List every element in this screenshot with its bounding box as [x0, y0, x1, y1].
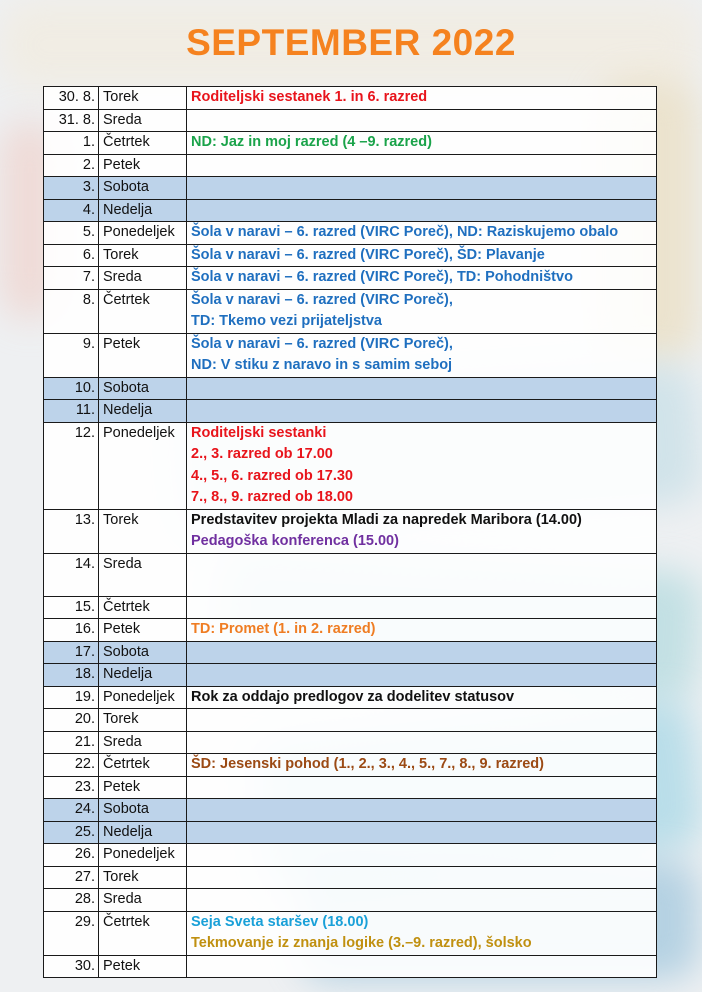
weekday-cell: Sreda	[99, 267, 187, 290]
date-cell: 2.	[44, 154, 99, 177]
date-cell: 1.	[44, 132, 99, 155]
date-cell: 9.	[44, 333, 99, 377]
event-cell	[187, 422, 657, 509]
calendar-row	[44, 866, 657, 889]
date-cell: 24.	[44, 799, 99, 822]
event-cell	[187, 821, 657, 844]
weekday-cell: Ponedeljek	[99, 844, 187, 867]
event-cell	[187, 619, 657, 642]
weekday-cell: Ponedeljek	[99, 222, 187, 245]
date-cell: 20.	[44, 709, 99, 732]
event-line: ND: Jaz in moj razred (4 –9. razred)	[191, 134, 432, 150]
weekday-cell: Sreda	[99, 109, 187, 132]
weekday-cell: Petek	[99, 154, 187, 177]
date-cell: 18.	[44, 664, 99, 687]
date-cell: 10.	[44, 377, 99, 400]
weekday-cell: Torek	[99, 87, 187, 110]
date-cell: 17.	[44, 641, 99, 664]
event-cell	[187, 686, 657, 709]
event-line: Rok za oddajo predlogov za dodelitev statusov	[191, 688, 515, 705]
calendar-row	[44, 776, 657, 799]
date-cell: 27.	[44, 866, 99, 889]
calendar-row	[44, 109, 657, 132]
event-cell	[187, 799, 657, 822]
weekday-cell: Sobota	[99, 177, 187, 200]
event-cell	[187, 509, 657, 553]
calendar-row	[44, 911, 657, 955]
weekday-cell: Nedelja	[99, 821, 187, 844]
date-cell: 11.	[44, 400, 99, 423]
weekday-cell: Četrtek	[99, 132, 187, 155]
weekday-cell: Četrtek	[99, 911, 187, 955]
event-cell	[187, 222, 657, 245]
calendar-row	[44, 754, 657, 777]
date-cell: 4.	[44, 199, 99, 222]
event-cell	[187, 199, 657, 222]
event-line: Šola v naravi – 6. razred (VIRC Poreč), ND: Raziskujemo obalo	[191, 224, 619, 240]
calendar-row	[44, 333, 657, 377]
date-cell: 30.	[44, 955, 99, 978]
event-cell	[187, 889, 657, 912]
weekday-cell: Sobota	[99, 799, 187, 822]
event-line: Seja Sveta staršev (18.00)	[191, 913, 369, 930]
calendar-row	[44, 422, 657, 509]
date-cell: 15.	[44, 596, 99, 619]
date-cell: 7.	[44, 267, 99, 290]
calendar-row	[44, 641, 657, 664]
event-cell	[187, 641, 657, 664]
weekday-cell: Petek	[99, 333, 187, 377]
date-cell: 28.	[44, 889, 99, 912]
event-line: Šola v naravi – 6. razred (VIRC Poreč),	[191, 335, 453, 352]
weekday-cell: Četrtek	[99, 596, 187, 619]
calendar-row	[44, 664, 657, 687]
event-cell	[187, 731, 657, 754]
calendar-row	[44, 889, 657, 912]
calendar-row	[44, 844, 657, 867]
event-line: Roditeljski sestanki	[191, 424, 327, 441]
calendar-row	[44, 377, 657, 400]
calendar-row	[44, 132, 657, 155]
weekday-cell: Ponedeljek	[99, 422, 187, 509]
weekday-cell: Nedelja	[99, 199, 187, 222]
event-cell	[187, 553, 657, 596]
weekday-cell: Ponedeljek	[99, 686, 187, 709]
date-cell: 29.	[44, 911, 99, 955]
weekday-cell: Sreda	[99, 731, 187, 754]
event-cell	[187, 154, 657, 177]
calendar-row	[44, 199, 657, 222]
event-line: 7., 8., 9. razred ob 18.00	[191, 489, 353, 505]
calendar-row	[44, 400, 657, 423]
event-cell	[187, 244, 657, 267]
calendar-row	[44, 821, 657, 844]
date-cell: 22.	[44, 754, 99, 777]
event-line: Šola v naravi – 6. razred (VIRC Poreč),	[191, 291, 453, 308]
weekday-cell: Nedelja	[99, 664, 187, 687]
weekday-cell: Sreda	[99, 889, 187, 912]
event-cell	[187, 267, 657, 290]
weekday-cell: Petek	[99, 776, 187, 799]
date-cell: 25.	[44, 821, 99, 844]
date-cell: 16.	[44, 619, 99, 642]
weekday-cell: Petek	[99, 619, 187, 642]
event-line: 4., 5., 6. razred ob 17.30	[191, 467, 353, 484]
weekday-cell: Torek	[99, 509, 187, 553]
weekday-cell: Nedelja	[99, 400, 187, 423]
event-line: Predstavitev projekta Mladi za napredek Maribora (14.00)	[191, 511, 582, 528]
calendar-row	[44, 267, 657, 290]
date-cell: 6.	[44, 244, 99, 267]
calendar-row	[44, 154, 657, 177]
calendar-row	[44, 619, 657, 642]
date-cell: 23.	[44, 776, 99, 799]
event-cell	[187, 177, 657, 200]
event-cell	[187, 400, 657, 423]
date-cell: 30. 8.	[44, 87, 99, 110]
event-line: Roditeljski sestanek 1. in 6. razred	[191, 89, 428, 105]
weekday-cell: Sobota	[99, 641, 187, 664]
date-cell: 26.	[44, 844, 99, 867]
event-line: Pedagoška konferenca (15.00)	[191, 533, 399, 549]
weekday-cell: Četrtek	[99, 754, 187, 777]
calendar-row	[44, 553, 657, 596]
event-cell	[187, 664, 657, 687]
event-cell	[187, 709, 657, 732]
date-cell: 5.	[44, 222, 99, 245]
event-line: 2., 3. razred ob 17.00	[191, 446, 333, 462]
event-cell	[187, 844, 657, 867]
weekday-cell: Četrtek	[99, 289, 187, 333]
calendar-row	[44, 731, 657, 754]
weekday-cell: Torek	[99, 866, 187, 889]
calendar-row	[44, 509, 657, 553]
event-line: ND: V stiku z naravo in s samim seboj	[191, 357, 453, 373]
page-title: SEPTEMBER 2022	[186, 22, 516, 63]
calendar-row	[44, 709, 657, 732]
date-cell: 13.	[44, 509, 99, 553]
calendar-row	[44, 686, 657, 709]
event-cell	[187, 87, 657, 110]
weekday-cell: Torek	[99, 709, 187, 732]
event-cell	[187, 911, 657, 955]
calendar-row	[44, 222, 657, 245]
event-cell	[187, 776, 657, 799]
event-line: Tekmovanje iz znanja logike (3.–9. razred), šolsko	[191, 935, 532, 951]
event-line: ŠD: Jesenski pohod (1., 2., 3., 4., 5., 7., 8., 9. razred)	[191, 756, 544, 772]
weekday-cell: Torek	[99, 244, 187, 267]
calendar-row	[44, 289, 657, 333]
event-line: Šola v naravi – 6. razred (VIRC Poreč), TD: Pohodništvo	[191, 269, 573, 285]
event-cell	[187, 866, 657, 889]
calendar-row	[44, 799, 657, 822]
event-line: TD: Promet (1. in 2. razred)	[191, 621, 376, 637]
calendar-row	[44, 177, 657, 200]
event-cell	[187, 377, 657, 400]
calendar-table	[43, 86, 657, 978]
event-cell	[187, 754, 657, 777]
date-cell: 19.	[44, 686, 99, 709]
calendar-row	[44, 596, 657, 619]
date-cell: 8.	[44, 289, 99, 333]
date-cell: 3.	[44, 177, 99, 200]
calendar-row	[44, 955, 657, 978]
event-line: Šola v naravi – 6. razred (VIRC Poreč), ŠD: Plavanje	[191, 246, 545, 263]
date-cell: 31. 8.	[44, 109, 99, 132]
event-cell	[187, 333, 657, 377]
event-cell	[187, 955, 657, 978]
event-cell	[187, 289, 657, 333]
event-cell	[187, 596, 657, 619]
date-cell: 12.	[44, 422, 99, 509]
event-line: TD: Tkemo vezi prijateljstva	[191, 313, 382, 329]
date-cell: 21.	[44, 731, 99, 754]
weekday-cell: Petek	[99, 955, 187, 978]
weekday-cell: Sreda	[99, 553, 187, 596]
date-cell: 14.	[44, 553, 99, 596]
event-cell	[187, 132, 657, 155]
calendar-row	[44, 87, 657, 110]
event-cell	[187, 109, 657, 132]
calendar-row	[44, 244, 657, 267]
weekday-cell: Sobota	[99, 377, 187, 400]
